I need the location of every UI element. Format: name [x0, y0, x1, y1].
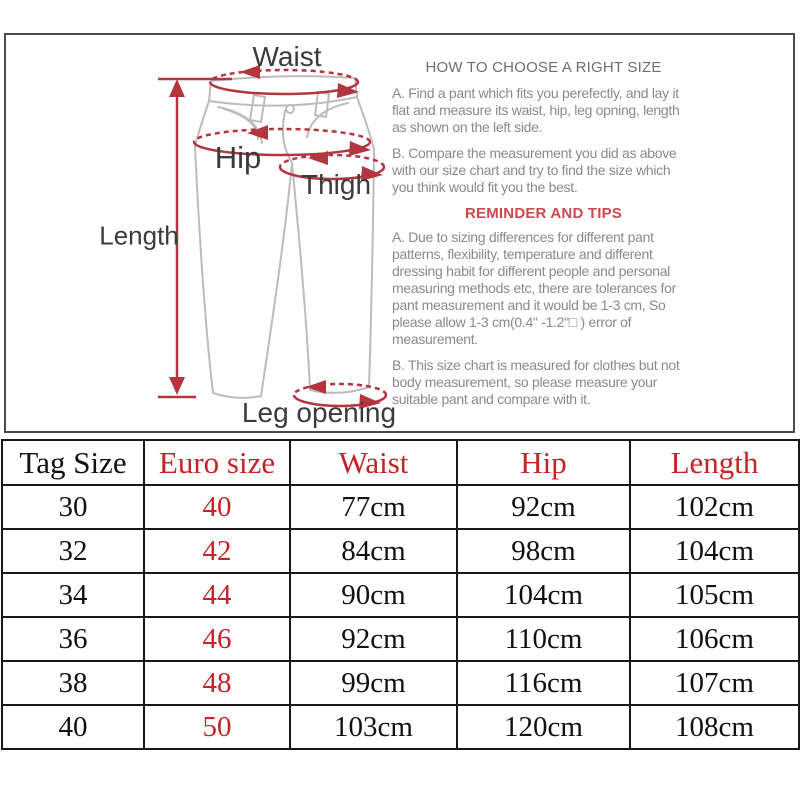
table-cell: 34 [2, 573, 144, 617]
howto-step-b: B. Compare the measurement you did as above with our size chart and try to find the size which you think would fit you the best. [392, 145, 677, 195]
header-waist: Waist [290, 440, 457, 485]
table-cell: 44 [144, 573, 290, 617]
table-cell: 84cm [290, 529, 457, 573]
table-cell: 40 [144, 485, 290, 529]
hip-label: Hip [214, 140, 262, 175]
header-length: Length [630, 440, 799, 485]
header-tag-size: Tag Size [2, 440, 144, 485]
table-row [2, 529, 799, 573]
table-cell: 92cm [457, 485, 630, 529]
table-cell: 110cm [457, 617, 630, 661]
pants-illustration-icon [6, 35, 406, 431]
table-cell: 92cm [290, 617, 457, 661]
table-cell: 107cm [630, 661, 799, 705]
table-header-row [2, 440, 799, 485]
table-cell: 90cm [290, 573, 457, 617]
table-cell: 32 [2, 529, 144, 573]
table-row [2, 617, 799, 661]
table-cell: 36 [2, 617, 144, 661]
table-cell: 108cm [630, 705, 799, 749]
table-cell: 42 [144, 529, 290, 573]
thigh-label: Thigh [300, 169, 372, 200]
table-row [2, 705, 799, 749]
instructions-panel [392, 59, 695, 417]
table-cell: 77cm [290, 485, 457, 529]
table-cell: 50 [144, 705, 290, 749]
table-row [2, 661, 799, 705]
table-cell: 104cm [630, 529, 799, 573]
reminder-step-b: B. This size chart is measured for clothes but not body measurement, so please measure your suitable pant and compare with it. [392, 357, 680, 407]
table-cell: 48 [144, 661, 290, 705]
table-cell: 105cm [630, 573, 799, 617]
size-chart-table [1, 439, 800, 750]
length-label: Length [99, 220, 179, 251]
table-cell: 102cm [630, 485, 799, 529]
table-row [2, 485, 799, 529]
header-hip: Hip [457, 440, 630, 485]
table-row [2, 573, 799, 617]
table-cell: 46 [144, 617, 290, 661]
howto-title: HOW TO CHOOSE A RIGHT SIZE [425, 59, 662, 76]
table-cell: 98cm [457, 529, 630, 573]
reminder-step-a: A. Due to sizing differences for different pant patterns, flexibility, temperature and different dressing habit for different people and personal measuring methods etc, there are tolerances for pant measurement and it would be 1-3 cm, So please allow 1-3 cm(0.4" -1.2"□ ) error of measurement. [392, 229, 676, 347]
pants-measurement-diagram [6, 35, 406, 431]
reminder-title: REMINDER AND TIPS [464, 205, 623, 222]
table-cell: 99cm [290, 661, 457, 705]
howto-step-a: A. Find a pant which fits you perefectly, and lay it flat and measure its waist, hip, leg opning, length as shown on the left side. [392, 85, 680, 135]
table-cell: 103cm [290, 705, 457, 749]
table-cell: 116cm [457, 661, 630, 705]
size-guide-panel [4, 33, 795, 433]
header-euro-size: Euro size [144, 440, 290, 485]
waist-label: Waist [252, 41, 322, 72]
leg-opening-label: Leg opening [241, 397, 397, 428]
table-cell: 38 [2, 661, 144, 705]
table-cell: 120cm [457, 705, 630, 749]
table-cell: 106cm [630, 617, 799, 661]
table-cell: 30 [2, 485, 144, 529]
table-cell: 40 [2, 705, 144, 749]
table-cell: 104cm [457, 573, 630, 617]
